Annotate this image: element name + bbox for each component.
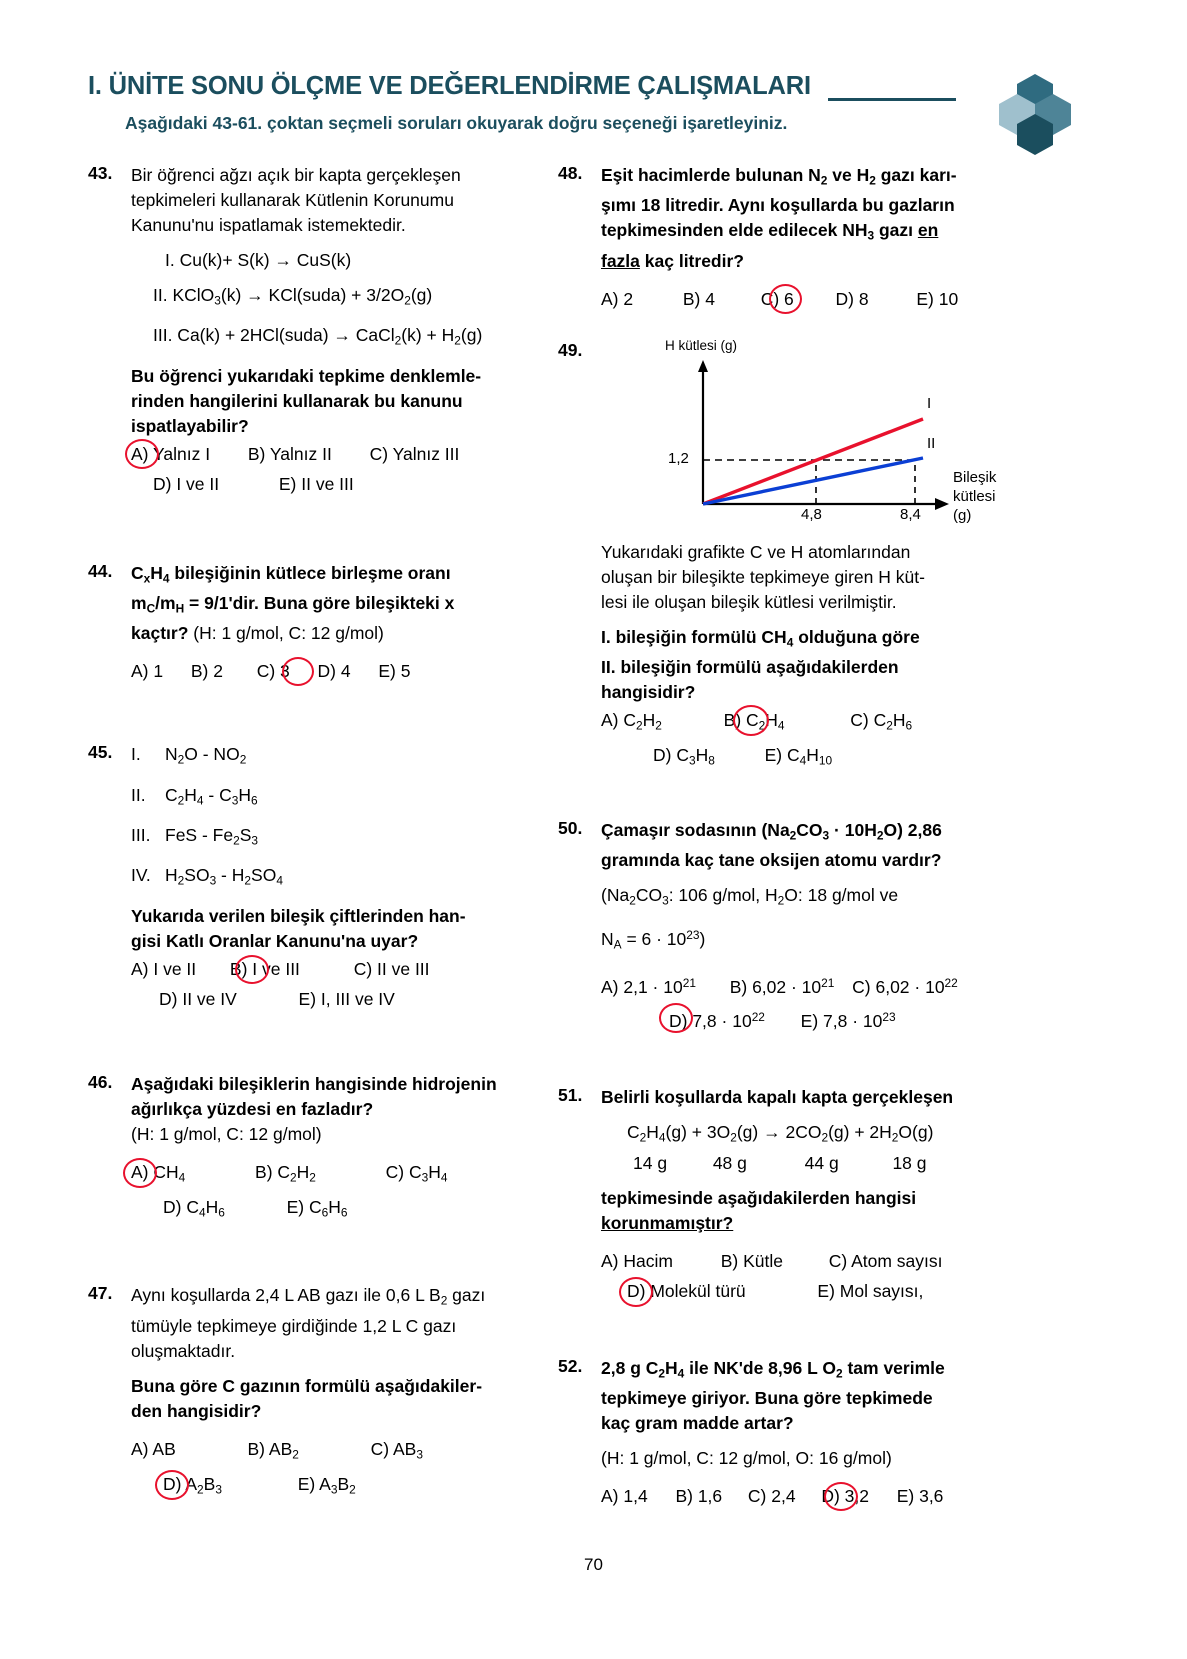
page-title: I. ÜNİTE SONU ÖLÇME VE DEĞERLENDİRME ÇALIŞMALARI — [88, 72, 811, 100]
q48-option-c[interactable]: C) 6 — [760, 288, 794, 309]
q46-option-a[interactable]: A) $CH_4$ — [131, 1161, 186, 1184]
q43-stem-3: Kanunu'nu ispatlamak istemektedir. — [131, 215, 406, 235]
q46-stem-1: Aşağıdaki bileşiklerin hangisinde hidrojenin — [131, 1073, 497, 1094]
q49-option-e[interactable]: E) $C_4H_{10}$ — [764, 745, 833, 768]
right-column — [558, 163, 1028, 1511]
q44-stem-3: kaçtır? (H: 1 g/mol, C: 12 g/mol) — [131, 623, 384, 644]
q44-option-c[interactable]: C) 3 — [256, 661, 290, 682]
q51-ask-1: tepkimesinde aşağıdakilerden hangisi — [601, 1187, 917, 1208]
q45-option-b[interactable]: B) I ve III — [229, 958, 300, 979]
question-52-number: 52. — [558, 1355, 583, 1376]
q49-option-d[interactable]: D) $C_3H_8$ — [653, 745, 715, 768]
q49-options — [601, 705, 1028, 776]
q47-option-c[interactable]: C) $AB_3$ — [370, 1438, 423, 1461]
q44-option-e[interactable]: E) 5 — [378, 661, 411, 682]
chart-x-tick-2: 8,4 — [900, 505, 921, 523]
q45-option-d[interactable]: D) II ve IV — [159, 988, 237, 1009]
page-number: 70 — [584, 1555, 603, 1574]
q43-equation-2: II. KClO$_3$(k) → KCl(suda) + $3/2O_2(g)$ — [153, 285, 433, 308]
q49-body-3: lesi ile oluşan bileşik kütlesi verilmiştir. — [601, 591, 897, 612]
q51-stem-1: Belirli koşullarda kapalı kapta gerçekleşen — [601, 1087, 954, 1108]
q45-option-e[interactable]: E) I, III ve IV — [298, 988, 395, 1009]
page-subtitle: Aşağıdaki 43-61. çoktan seçmeli soruları okuyarak doğru seçeneği işaretleyiniz. — [125, 113, 788, 133]
q49-ask-2: II. bileşiğin formülü aşağıdakilerden — [601, 656, 899, 677]
q43-stem-1: Bir öğrenci ağzı açık bir kapta gerçekleşen — [131, 165, 461, 185]
q52-stem-2: tepkimeye giriyor. Buna göre tepkimede — [601, 1388, 933, 1409]
chart-49 — [631, 337, 1001, 530]
q47-options — [131, 1434, 558, 1505]
q52-option-d[interactable]: D) 3,2 — [821, 1486, 869, 1507]
title-rule — [828, 98, 956, 101]
q50-stem-2: gramında kaç tane oksijen atomu vardır? — [601, 849, 942, 870]
q46-option-d[interactable]: D) $C_4H_6$ — [163, 1196, 225, 1220]
q43-option-c[interactable]: C) Yalnız III — [369, 443, 460, 464]
q45-item-4: IV. $H_2SO_3 - H_2SO_4$ — [131, 865, 283, 888]
q51-options — [601, 1246, 1028, 1306]
q49-body-2: oluşan bir bileşikte tepkimeye giren H küt- — [601, 566, 925, 587]
q45-item-1: I. $N_2O - NO_2$ — [131, 744, 247, 767]
q45-option-a[interactable]: A) I ve II — [131, 958, 197, 979]
question-47-number: 47. — [88, 1283, 113, 1304]
q48-stem-2: şımı 18 litredir. Aynı koşullarda bu gazların — [601, 195, 955, 216]
q44-option-d[interactable]: D) 4 — [317, 661, 351, 682]
chart-svg — [631, 337, 1001, 530]
q43-ask-1: Bu öğrenci yukarıdaki tepkime denklemle- — [131, 365, 482, 386]
q51-option-e[interactable]: E) Mol sayısı, — [817, 1280, 924, 1301]
question-50 — [558, 818, 1028, 1036]
q49-body-1: Yukarıdaki grafikte C ve H atomlarından — [601, 541, 911, 562]
hexagon-logo — [965, 64, 1075, 170]
q51-option-c[interactable]: C) Atom sayısı — [828, 1250, 943, 1271]
q47-option-a[interactable]: A) AB — [131, 1438, 176, 1459]
q47-ask-2: den hangisidir? — [131, 1400, 262, 1421]
q47-option-b[interactable]: B) $AB_2$ — [247, 1438, 299, 1461]
q48-option-e[interactable]: E) 10 — [916, 288, 959, 309]
q52-stem-3: kaç gram madde artar? — [601, 1413, 794, 1434]
q46-stem-2: ağırlıkça yüzdesi en fazladır? — [131, 1098, 374, 1119]
q50-option-d[interactable]: D) $7,8 \cdot 10^{22}$ — [669, 1009, 765, 1031]
question-44 — [88, 561, 558, 687]
q49-option-b[interactable]: B) $C_2H_4$ — [723, 709, 785, 733]
q48-option-b[interactable]: B) 4 — [682, 288, 715, 309]
q52-stem-1: 2,8 g $C_2H_4$ ile NK'de 8,96 L $O_2$ tam verimle — [601, 1357, 945, 1381]
q44-stem-2: $m_C/m_H = 9/1'dir$. Buna göre bileşikteki x — [131, 592, 455, 616]
q43-option-e[interactable]: E) II ve III — [278, 473, 354, 494]
q50-option-c[interactable]: C) $6,02 \cdot 10^{22}$ — [852, 975, 958, 997]
q48-option-a[interactable]: A) 2 — [601, 288, 634, 309]
q51-ask-2: korunmamıştır? — [601, 1212, 734, 1233]
q49-option-c[interactable]: C) $C_2H_6$ — [850, 709, 913, 733]
q46-option-b[interactable]: B) $C_2H_2$ — [255, 1161, 316, 1184]
q46-options — [131, 1157, 558, 1228]
q44-stem-1: $C_xH_4$ bileşiğinin kütlece birleşme oranı — [131, 562, 451, 585]
q44-options — [131, 656, 558, 686]
q47-option-d[interactable]: D) $A_2B_3$ — [163, 1473, 222, 1497]
question-51-number: 51. — [558, 1085, 583, 1106]
q44-option-b[interactable]: B) 2 — [190, 661, 223, 682]
q50-option-e[interactable]: E) $7,8 \cdot 10^{23}$ — [800, 1009, 896, 1031]
q51-equation: $C_2H_4(g) + 3O_2(g) \to 2CO_2(g) + 2H_2O(g)$ — [627, 1122, 934, 1145]
question-43 — [88, 163, 558, 499]
q50-given-2: $N_A = 6 \cdot 10^{23}$) — [601, 928, 706, 952]
q51-option-d[interactable]: D) Molekül türü — [627, 1280, 746, 1301]
question-47 — [88, 1283, 558, 1504]
q45-item-2: II. $C_2H_4 - C_3H_6$ — [131, 784, 258, 807]
q47-stem-1: Aynı koşullarda 2,4 L AB gazı ile 0,6 L $B_2$ gazı — [131, 1285, 486, 1308]
question-51 — [558, 1085, 1028, 1305]
chart-series-label-2: II — [927, 434, 936, 452]
q46-stem-3: (H: 1 g/mol, C: 12 g/mol) — [131, 1123, 322, 1144]
q43-stem-2: tepkimeleri kullanarak Kütlenin Korunumu — [131, 190, 454, 210]
question-44-number: 44. — [88, 560, 113, 581]
chart-x-tick-1: 4,8 — [801, 505, 822, 523]
q52-option-a[interactable]: A) 1,4 — [601, 1486, 648, 1507]
question-48-number: 48. — [558, 163, 583, 183]
q50-options — [601, 968, 1028, 1036]
q49-option-a[interactable]: A) $C_2H_2$ — [601, 709, 662, 733]
q50-stem-1: Çamaşır sodasının $(Na_2CO_3 \cdot 10H_2O)$ 2,86 — [601, 819, 942, 842]
q50-option-a[interactable]: A) $2,1 \cdot 10^{21}$ — [601, 975, 696, 997]
q43-option-d[interactable]: D) I ve II — [153, 473, 220, 494]
q51-option-b[interactable]: B) Kütle — [720, 1250, 783, 1271]
q43-option-a[interactable]: A) Yalnız I — [131, 443, 211, 464]
question-50-number: 50. — [558, 817, 583, 838]
q51-masses — [633, 1151, 1028, 1176]
q49-ask-3: hangisidir? — [601, 681, 696, 702]
q52-options — [601, 1481, 1028, 1511]
question-52 — [558, 1356, 1028, 1511]
q43-options — [131, 439, 558, 499]
chart-y-axis-label: H kütlesi (g) — [665, 337, 738, 353]
q52-option-e[interactable]: E) 3,6 — [896, 1486, 944, 1507]
q43-equation-3: III. Ca(k) + 2HCl(suda) → CaCl$_2$(k) + $H_2(g)$ — [153, 325, 483, 348]
q51-mass-4: 18 g — [892, 1152, 927, 1173]
q51-option-a[interactable]: A) Hacim — [601, 1250, 673, 1271]
question-49-number: 49. — [558, 339, 583, 360]
chart-x-axis-label: Bileşik kütlesi (g) — [953, 468, 997, 524]
question-46-number: 46. — [88, 1071, 113, 1092]
q47-ask-1: Buna göre C gazının formülü aşağıdakiler- — [131, 1375, 483, 1396]
q43-equation-1: I. Cu(k)+ S(k) → CuS(k) — [165, 250, 352, 270]
q45-options — [131, 954, 558, 1014]
question-45 — [88, 742, 558, 1013]
q47-stem-2: tümüyle tepkimeye girdiğinde 1,2 L C gazı — [131, 1315, 457, 1336]
q45-ask-2: gisi Katlı Oranlar Kanunu'na uyar? — [131, 930, 419, 951]
q49-ask-1: I. bileşiğin formülü $CH_4$ olduğuna göre — [601, 626, 920, 649]
chart-series-label-1: I — [927, 394, 932, 412]
q44-option-a[interactable]: A) 1 — [131, 661, 164, 682]
left-column — [88, 163, 558, 1504]
page-header — [0, 72, 1187, 162]
q46-option-e[interactable]: E) $C_6H_6$ — [286, 1196, 348, 1220]
q48-stem-4: fazla kaç litredir? — [601, 250, 744, 271]
q50-option-b[interactable]: B) $6,02 \cdot 10^{21}$ — [729, 975, 835, 997]
q48-options — [601, 284, 1028, 314]
q51-mass-2: 48 g — [712, 1152, 747, 1173]
q52-option-b[interactable]: B) 1,6 — [675, 1486, 723, 1507]
question-48 — [558, 163, 1028, 314]
q51-mass-1: 14 g — [633, 1152, 668, 1173]
q47-option-e[interactable]: E) $A_3B_2$ — [297, 1473, 356, 1497]
q45-option-c[interactable]: C) II ve III — [353, 958, 430, 979]
q45-ask-1: Yukarıda verilen bileşik çiftlerinden han- — [131, 905, 466, 926]
q51-mass-3: 44 g — [804, 1152, 839, 1173]
question-46 — [88, 1072, 558, 1228]
question-49 — [558, 337, 1028, 776]
q43-ask-2: rinden hangilerini kullanarak bu kanunu — [131, 390, 463, 411]
q50-given-1: ($Na_2CO_3$: 106 g/mol, $H_2O$: 18 g/mol ve — [601, 884, 899, 908]
q46-option-c[interactable]: C) $C_3H_4$ — [385, 1161, 448, 1184]
q48-stem-3: tepkimesinden elde edilecek $NH_3$ gazı en — [601, 220, 939, 243]
q52-option-c[interactable]: C) 2,4 — [747, 1486, 796, 1507]
question-45-number: 45. — [88, 742, 113, 763]
q48-stem-1: Eşit hacimlerde bulunan $N_2$ ve $H_2$ gazı karı- — [601, 165, 957, 188]
q48-option-d[interactable]: D) 8 — [835, 288, 869, 309]
question-43-number: 43. — [88, 163, 113, 183]
q52-given: (H: 1 g/mol, C: 12 g/mol, O: 16 g/mol) — [601, 1448, 892, 1469]
q45-item-3: III. FeS - $Fe_2S_3$ — [131, 824, 259, 848]
chart-y-tick-1: 1,2 — [668, 449, 689, 467]
q43-option-b[interactable]: B) Yalnız II — [247, 443, 332, 464]
q47-stem-3: oluşmaktadır. — [131, 1340, 236, 1361]
q43-ask-3: ispatlayabilir? — [131, 415, 249, 436]
